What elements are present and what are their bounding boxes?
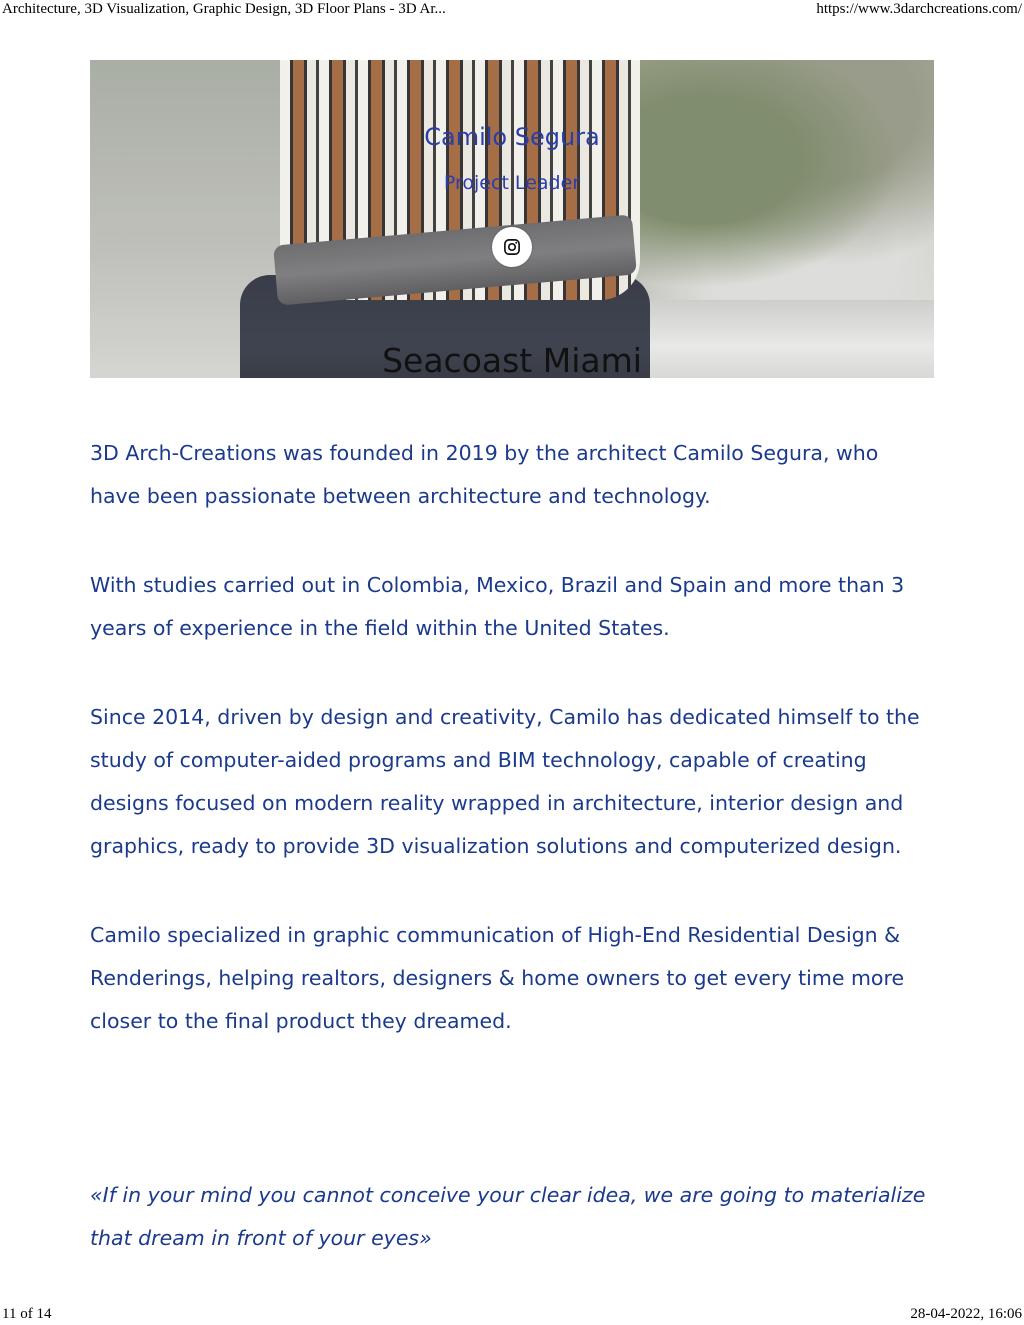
member-role: Project Leader (443, 172, 581, 194)
team-member-card (90, 60, 934, 378)
print-page-url: https://www.3darchcreations.com/ (816, 1, 1022, 17)
member-name: Camilo Segura (424, 123, 600, 151)
instagram-icon (503, 238, 521, 256)
instagram-link[interactable] (492, 227, 532, 267)
about-section (90, 432, 930, 1089)
about-paragraph: Since 2014, driven by design and creativity, Camilo has dedicated himself to the study of computer-aided programs and BIM technology, capable of creating designs focused on modern reality wrapped in architecture, interior design and graphics, ready to provide 3D visualization solutions and computerized design. (90, 705, 920, 858)
print-footer (0, 1305, 1024, 1325)
about-paragraph: Camilo specialized in graphic communication of High-End Residential Design & Renderings, helping realtors, designers & home owners to get every time more closer to the final product they dreamed. (90, 923, 905, 1033)
print-header (0, 0, 1024, 20)
about-quote: «If in your mind you cannot conceive your clear idea, we are going to materialize that dream in front of your eyes» (90, 1183, 926, 1250)
member-location: Seacoast Miami (382, 341, 642, 378)
print-page-title: Architecture, 3D Visualization, Graphic Design, 3D Floor Plans - 3D Ar... (2, 1, 446, 17)
print-datetime: 28-04-2022, 16:06 (910, 1306, 1022, 1322)
about-paragraph: 3D Arch-Creations was founded in 2019 by the architect Camilo Segura, who have been passionate between architecture and technology. (90, 441, 879, 508)
photo-overlay (90, 60, 934, 378)
print-page-number: 11 of 14 (2, 1306, 52, 1322)
about-paragraph: With studies carried out in Colombia, Mexico, Brazil and Spain and more than 3 years of experience in the field within the United States. (90, 573, 905, 640)
